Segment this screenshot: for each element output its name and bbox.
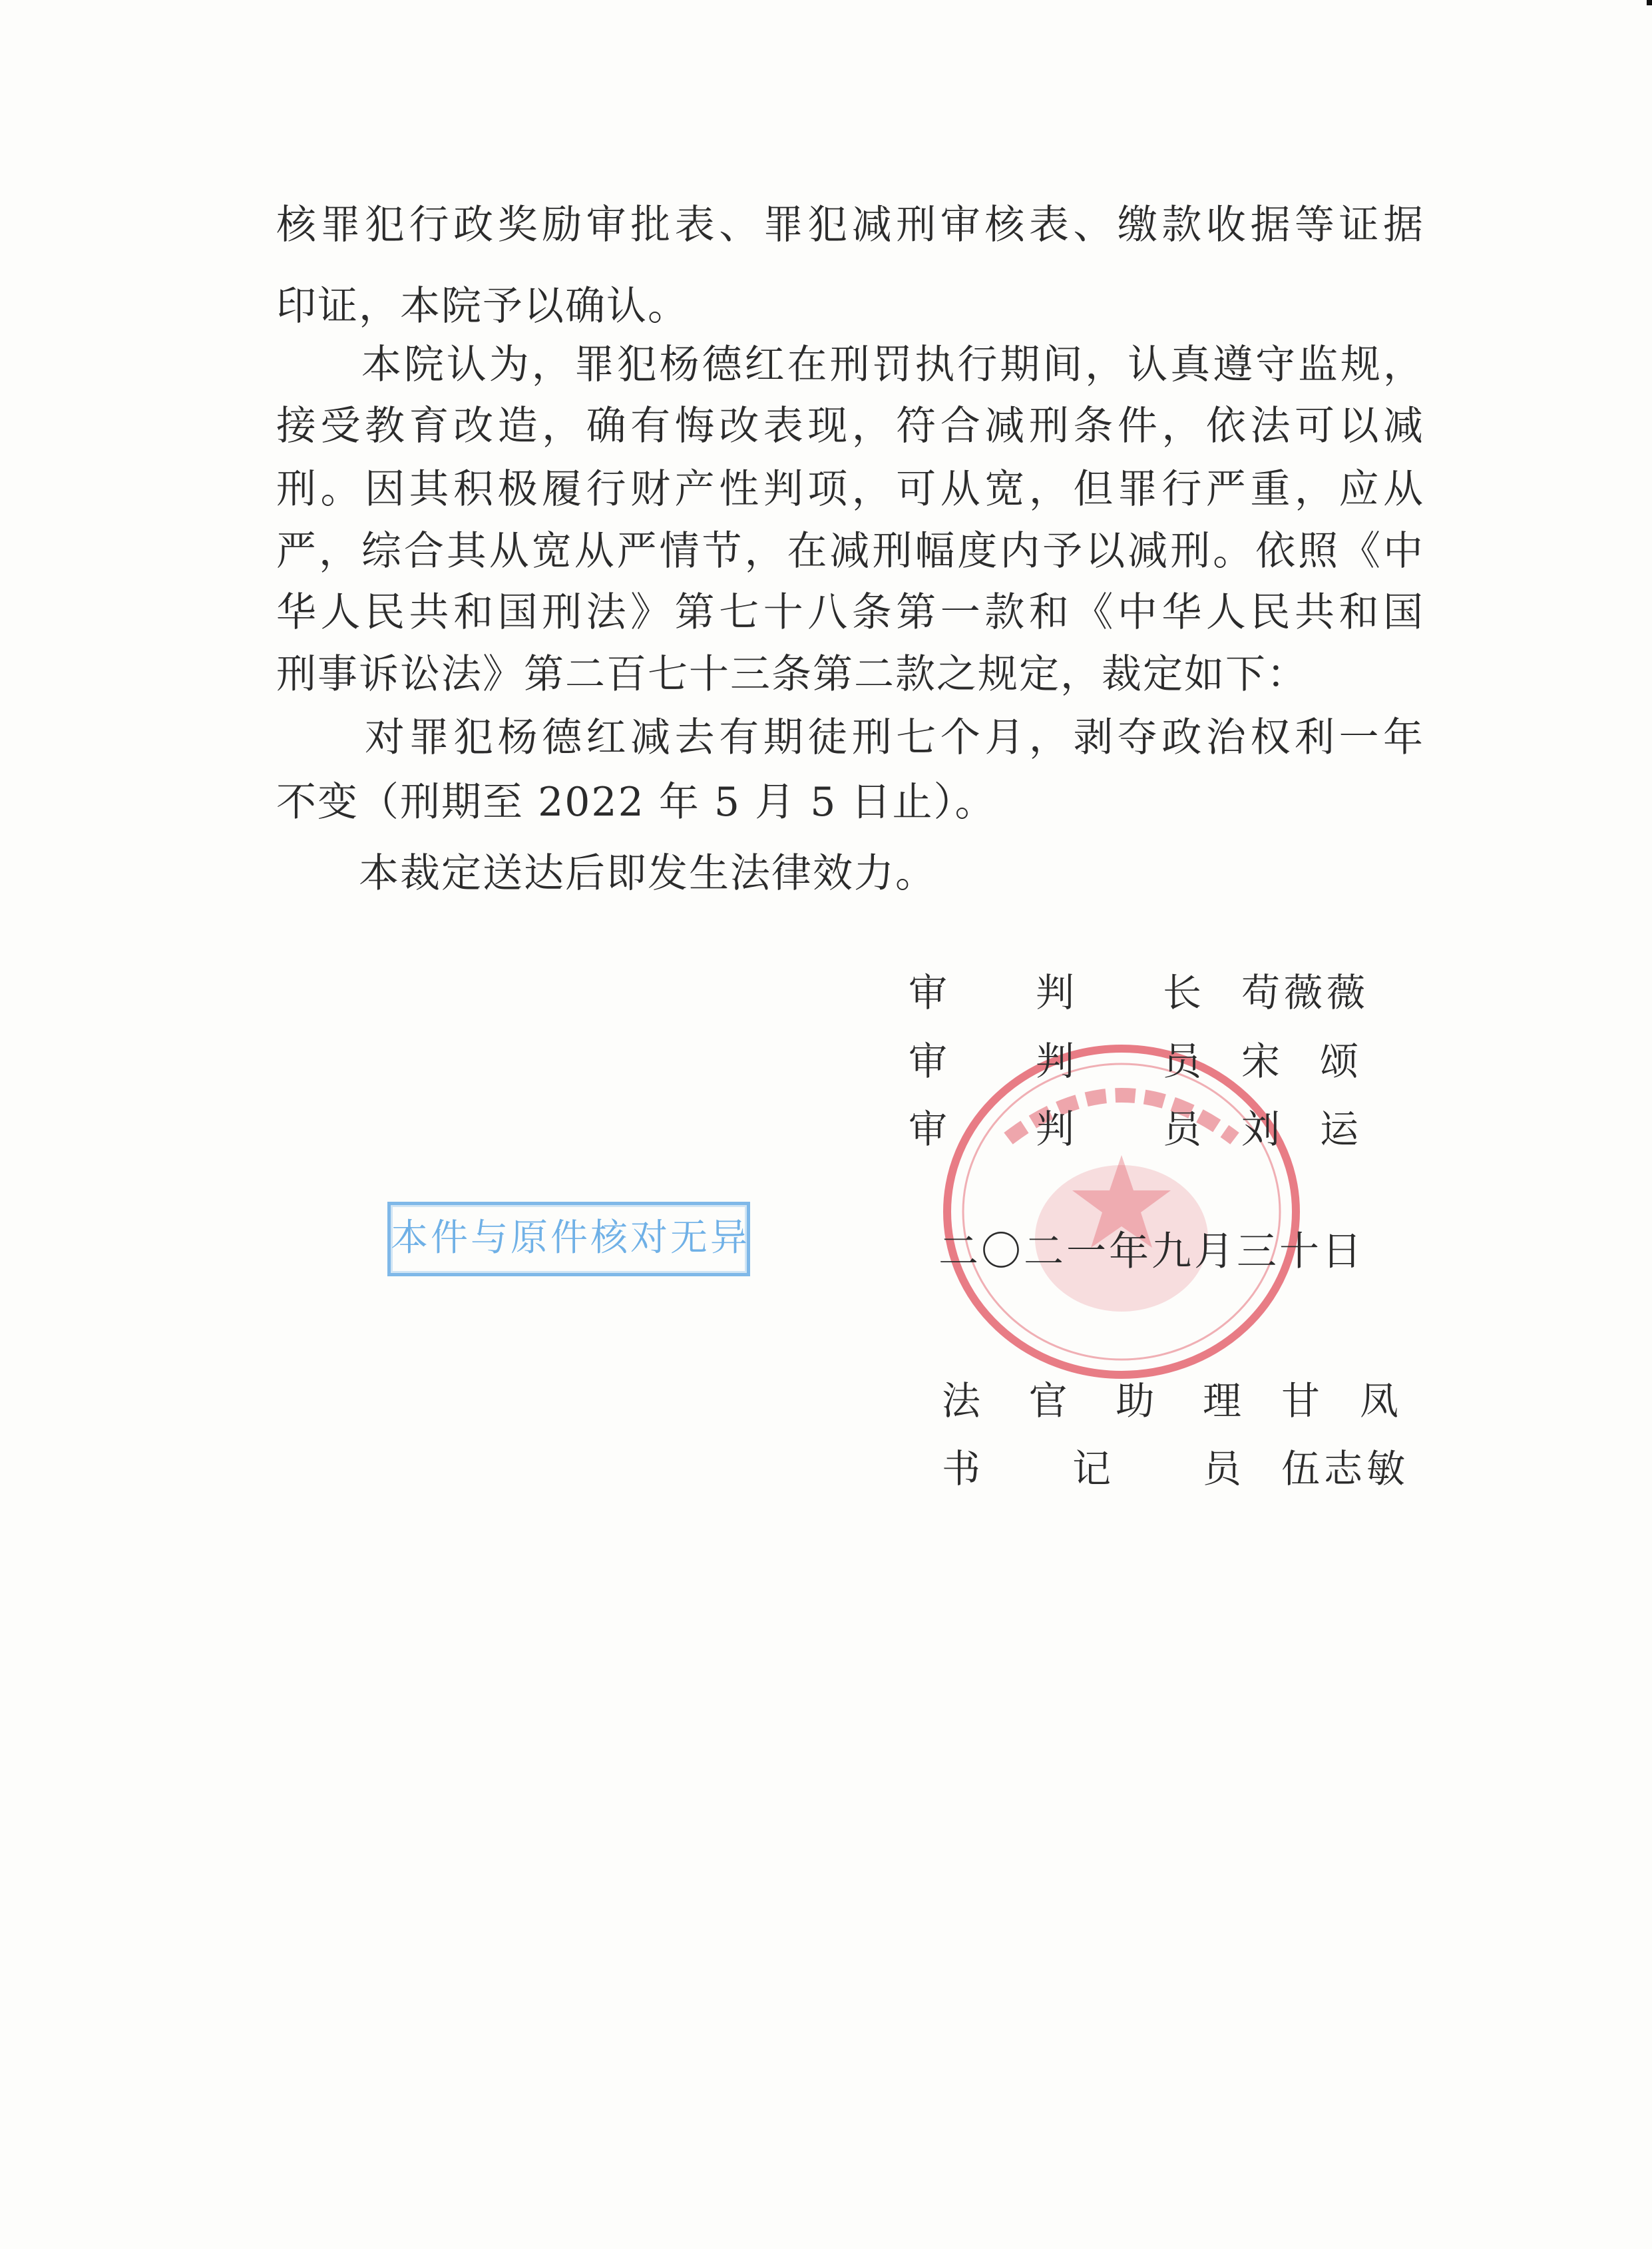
judge-row-1 bbox=[909, 969, 1369, 1017]
judge-name: 宋颂 bbox=[1241, 1039, 1399, 1084]
clerk-role: 书记员 bbox=[942, 1446, 1241, 1491]
body-line-4: 接受教育改造，确有悔改表现，符合减刑条件，依法可以减 bbox=[276, 403, 1424, 449]
clerk-row-1 bbox=[942, 1377, 1438, 1425]
clerk-name: 伍志敏 bbox=[1281, 1446, 1410, 1491]
ruling-date: 二〇二一年九月三十日 bbox=[938, 1228, 1364, 1275]
judge-role: 审判长 bbox=[909, 970, 1201, 1015]
judge-role: 审判员 bbox=[909, 1039, 1201, 1084]
body-line-8: 刑事诉讼法》第二百七十三条第二款之规定，裁定如下： bbox=[276, 651, 1308, 698]
clerk-row-2 bbox=[942, 1445, 1409, 1493]
body-line-5: 刑。因其积极履行财产性判项，可从宽，但罪行严重，应从 bbox=[276, 466, 1424, 513]
body-line-6: 严，综合其从宽从严情节，在减刑幅度内予以减刑。依照《中 bbox=[276, 528, 1424, 575]
body-line-1: 核罪犯行政奖励审批表、罪犯减刑审核表、缴款收据等证据 bbox=[276, 202, 1424, 248]
court-seal bbox=[935, 1039, 1308, 1385]
judge-name: 苟薇薇 bbox=[1241, 970, 1370, 1015]
judge-role: 审判员 bbox=[909, 1107, 1201, 1152]
clerk-name: 甘凤 bbox=[1281, 1378, 1439, 1423]
judge-row-3 bbox=[909, 1105, 1398, 1153]
clerk-role: 法官助理 bbox=[942, 1378, 1241, 1423]
judge-row-2 bbox=[909, 1037, 1398, 1085]
judge-name: 刘运 bbox=[1241, 1107, 1399, 1152]
body-line-2: 印证，本院予以确认。 bbox=[276, 283, 689, 330]
body-line-10: 不变（刑期至 2022 年 5 月 5 日止）。 bbox=[276, 779, 996, 826]
body-line-11: 本裁定送达后即发生法律效力。 bbox=[276, 850, 936, 897]
verification-stamp: 本件与原件核对无异 bbox=[387, 1202, 750, 1276]
scan-edge-mark bbox=[1647, 0, 1652, 5]
body-line-7: 华人民共和国刑法》第七十八条第一款和《中华人民共和国 bbox=[276, 589, 1424, 636]
body-line-3: 本院认为，罪犯杨德红在刑罚执行期间，认真遵守监规， bbox=[276, 342, 1424, 388]
body-line-9: 对罪犯杨德红减去有期徒刑七个月，剥夺政治权利一年 bbox=[276, 714, 1424, 761]
